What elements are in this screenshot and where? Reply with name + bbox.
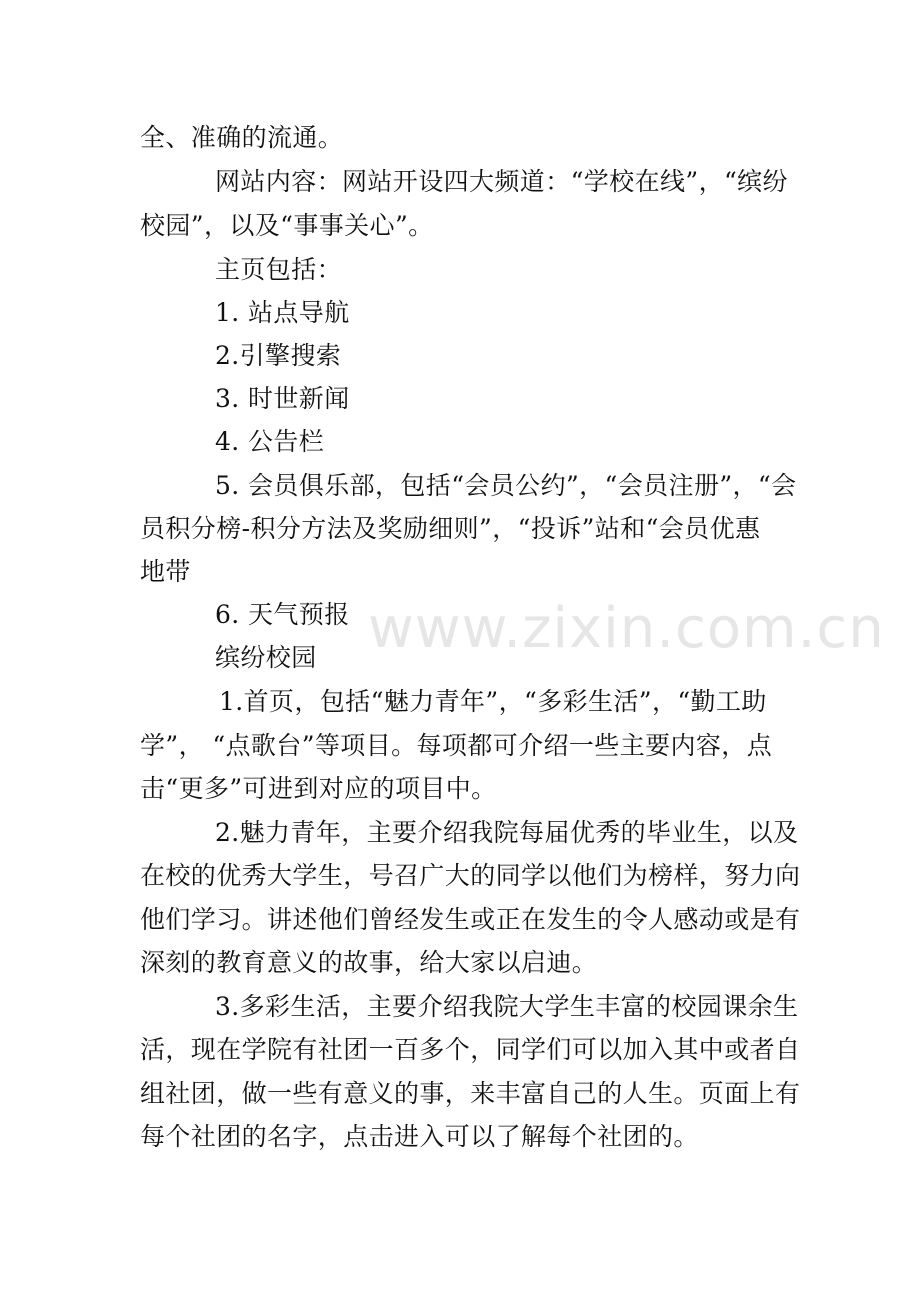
text-line: 每个社团的名字，点击进入可以了解每个社团的。 [140,1122,699,1151]
text-line: 员积分榜-积分方法及奖励细则”，“投诉”站和“会员优惠 [140,514,761,543]
text-line: 主页包括： [215,255,343,284]
text-line: 2.魅力青年，主要介绍我院每届优秀的毕业生，以及 [215,818,799,847]
text-line: 他们学习。讲述他们曾经发生或正在发生的令人感动或是有 [140,905,801,934]
text-line: 6. 天气预报 [215,600,350,629]
text-line: 4. 公告栏 [215,427,325,456]
text-line: 地带 [140,557,191,586]
text-line: 击“更多”可进到对应的项目中。 [140,774,497,803]
watermark-text: www.zixin.com.cn [368,596,885,661]
text-line: 活，现在学院有社团一百多个，同学们可以加入其中或者自 [140,1035,801,1064]
text-line: 深刻的教育意义的故事，给大家以启迪。 [140,948,598,977]
text-line: 5. 会员俱乐部，包括“会员公约”，“会员注册”，“会 [215,471,797,500]
text-line: 缤纷校园 [215,643,317,672]
text-line: 全、准确的流通。 [140,123,344,152]
text-line: 2.引擎搜索 [215,341,342,370]
text-line: 组社团，做一些有意义的事，来丰富自己的人生。页面上有 [140,1079,801,1108]
text-line: 1. 站点导航 [215,298,350,327]
text-line: 3.多彩生活，主要介绍我院大学生丰富的校园课余生 [215,992,799,1021]
text-line: 校园”，以及“事事关心”。 [140,211,434,240]
text-line: 学”， “点歌台”等项目。每项都可介绍一些主要内容，点 [140,731,773,760]
text-line: 在校的优秀大学生，号召广大的同学以他们为榜样，努力向 [140,861,801,890]
text-line: 1.首页，包括“魅力青年”，“多彩生活”，“勤工助 [219,687,767,716]
text-line: 网站内容：网站开设四大频道：“学校在线”，“缤纷 [215,167,788,196]
text-line: 3. 时世新闻 [215,384,350,413]
